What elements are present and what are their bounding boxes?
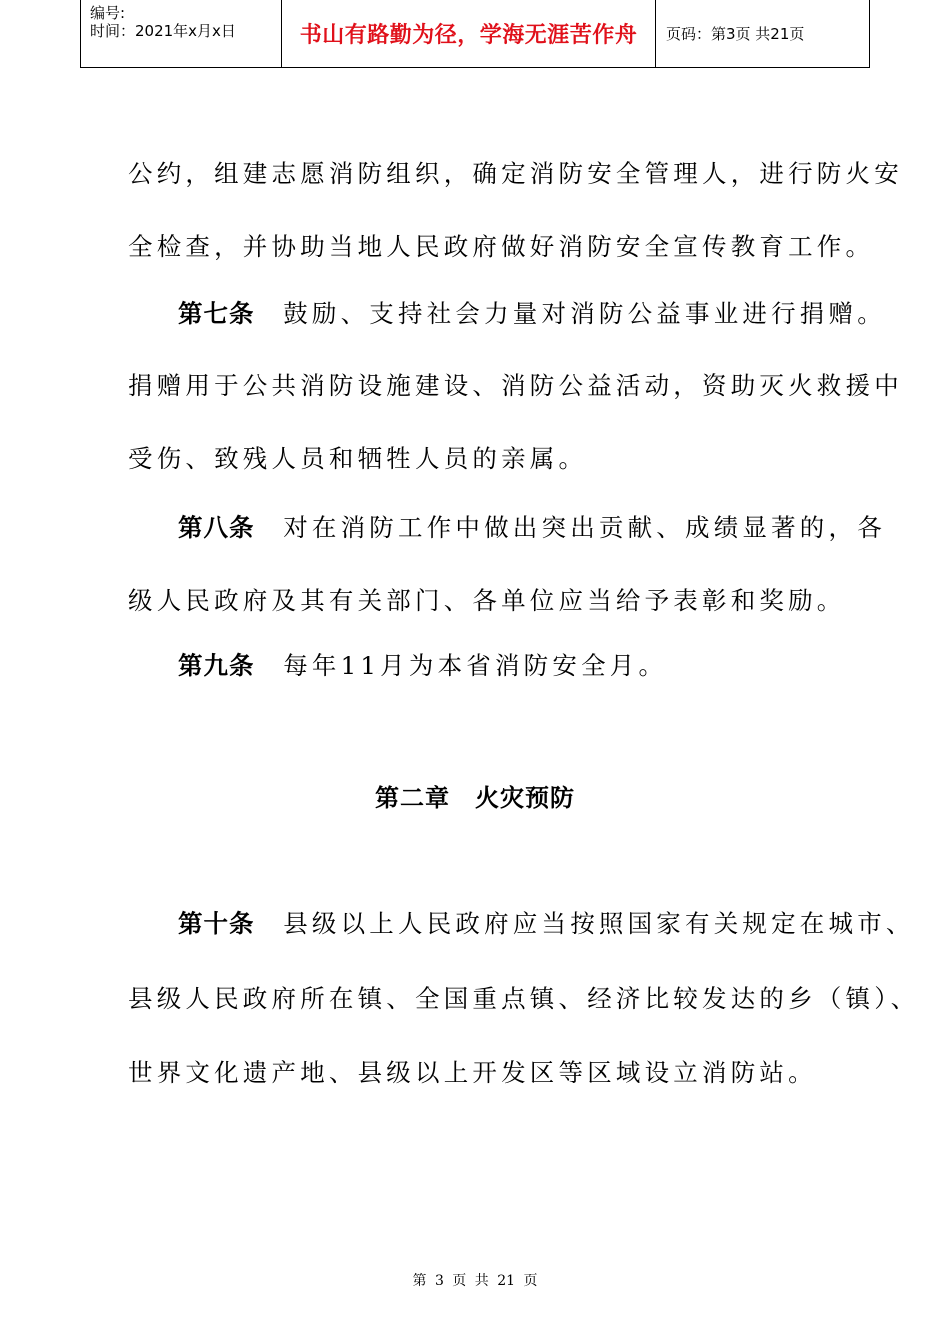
article-7-text: 鼓励、支持社会力量对消防公益事业进行捐赠。 bbox=[283, 299, 886, 328]
paragraph-line: 世界文化遗产地、县级以上开发区等区域设立消防站。 bbox=[128, 1058, 817, 1087]
article-8-text: 对在消防工作中做出突出贡献、成绩显著的，各 bbox=[283, 513, 886, 542]
paragraph-line: 捐赠用于公共消防设施建设、消防公益活动，资助灭火救援中 bbox=[128, 371, 903, 400]
article-9-text: 每年11月为本省消防安全月。 bbox=[283, 651, 668, 680]
document-number-label: 编号: bbox=[90, 4, 126, 22]
chapter-title: 第二章 火灾预防 bbox=[375, 784, 575, 812]
article-7-label: 第七条 bbox=[178, 299, 255, 328]
article-8-label: 第八条 bbox=[178, 513, 255, 542]
article-9-label: 第九条 bbox=[178, 651, 255, 680]
header-motto-cell bbox=[282, 0, 656, 67]
paragraph-line: 受伤、致残人员和牺牲人员的亲属。 bbox=[128, 444, 588, 473]
article-8-line bbox=[178, 512, 886, 544]
article-10-label: 第十条 bbox=[178, 909, 255, 938]
article-10-text: 县级以上人民政府应当按照国家有关规定在城市、 bbox=[283, 909, 915, 938]
header-page-info: 页码：第3页 共21页 bbox=[666, 25, 805, 43]
article-7-line bbox=[178, 298, 886, 330]
document-time-label: 时间：2021年x月x日 bbox=[90, 22, 236, 40]
header-meta-cell bbox=[81, 0, 282, 67]
paragraph-line: 全检查，并协助当地人民政府做好消防安全宣传教育工作。 bbox=[128, 232, 875, 261]
article-10-line bbox=[178, 908, 915, 940]
paragraph-line: 公约，组建志愿消防组织，确定消防安全管理人，进行防火安 bbox=[128, 159, 903, 188]
article-9-line bbox=[178, 650, 667, 682]
paragraph-line: 县级人民政府所在镇、全国重点镇、经济比较发达的乡（镇）、 bbox=[128, 984, 920, 1013]
paragraph-line: 级人民政府及其有关部门、各单位应当给予表彰和奖励。 bbox=[128, 586, 846, 615]
header-page-cell bbox=[656, 0, 869, 67]
document-header bbox=[80, 0, 870, 68]
page-footer: 第 3 页 共 21 页 bbox=[412, 1273, 538, 1289]
header-motto: 书山有路勤为径，学海无涯苦作舟 bbox=[299, 23, 638, 48]
